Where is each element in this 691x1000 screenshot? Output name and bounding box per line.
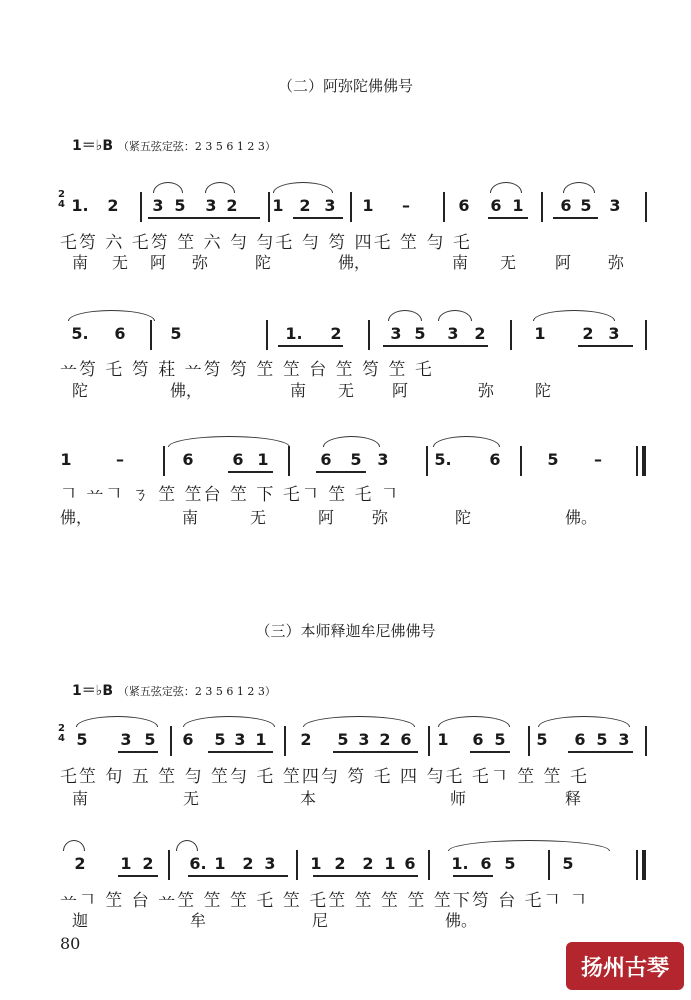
note: 6 xyxy=(320,450,332,469)
staff-line xyxy=(58,848,648,888)
note: 3 xyxy=(609,196,621,215)
note: 5 xyxy=(547,450,559,469)
barline xyxy=(426,446,428,476)
jianzipu-row: 䒑𠃍 笁 台 䒑笁 笁 笁 乇 笁 乇笁 笁 笁 笁 笁下笉 台 乇𠃍 𠃍 xyxy=(60,891,590,911)
note: 5 xyxy=(170,324,182,343)
barline xyxy=(645,320,647,350)
note: 3 xyxy=(324,196,336,215)
beam xyxy=(333,751,418,753)
barline xyxy=(288,446,290,476)
lyric: 无 xyxy=(250,508,267,527)
tie xyxy=(63,840,85,851)
tie xyxy=(538,716,630,727)
time-signature: 2 4 xyxy=(58,723,65,744)
lyric: 南 xyxy=(72,253,89,272)
beam xyxy=(578,345,633,347)
lyric: 佛。 xyxy=(445,911,478,930)
note: 5 xyxy=(504,854,516,873)
tie xyxy=(168,436,290,447)
tie xyxy=(533,310,615,321)
lyric: 无 xyxy=(183,789,200,808)
note: 1 xyxy=(255,730,267,749)
barline xyxy=(528,726,530,756)
tuning-text: （紧五弦定弦：2 3 5 6 1 2 3） xyxy=(117,140,276,153)
barline xyxy=(428,850,430,880)
note: 3 xyxy=(447,324,459,343)
beam xyxy=(488,217,528,219)
note: 6 xyxy=(480,854,492,873)
lyric: 释 xyxy=(565,789,582,808)
lyric: 无 xyxy=(500,253,517,272)
note: 1. xyxy=(285,324,303,343)
barline xyxy=(296,850,298,880)
beam xyxy=(228,471,273,473)
section-title: （三）本师释迦牟尼佛佛号 xyxy=(255,622,436,640)
lyric: 南 xyxy=(290,381,307,400)
key-text: 1＝♭B xyxy=(72,138,114,154)
note: 3 xyxy=(377,450,389,469)
lyric: 弥 xyxy=(608,253,625,272)
lyric: 阿 xyxy=(150,253,167,272)
lyric: 牟 xyxy=(190,911,207,930)
barline xyxy=(428,726,430,756)
tie xyxy=(323,436,380,447)
note: 6 xyxy=(574,730,586,749)
note: 2 xyxy=(242,854,254,873)
note: 2 xyxy=(226,196,238,215)
barline xyxy=(443,192,445,222)
lyric: 佛， xyxy=(170,381,203,400)
beam xyxy=(148,217,260,219)
lyric: 南 xyxy=(182,508,199,527)
beam xyxy=(383,345,488,347)
lyric: 迦 xyxy=(72,911,89,930)
beam xyxy=(453,875,493,877)
note: 1 xyxy=(512,196,524,215)
note: 3 xyxy=(390,324,402,343)
note: 5 xyxy=(174,196,186,215)
tie xyxy=(438,310,472,321)
key-signature xyxy=(72,135,276,155)
note: 1 xyxy=(257,450,269,469)
tie xyxy=(490,182,522,193)
lyric: 陀 xyxy=(535,381,552,400)
tie xyxy=(438,716,510,727)
beam xyxy=(553,217,598,219)
lyric: 佛， xyxy=(60,508,93,527)
barline xyxy=(163,446,165,476)
beam xyxy=(208,751,273,753)
brand-logo: 扬州古琴 xyxy=(566,942,684,990)
barline xyxy=(150,320,152,350)
tuning-text: （紧五弦定弦：2 3 5 6 1 2 3） xyxy=(117,685,276,698)
note: 3 xyxy=(358,730,370,749)
note: 6 xyxy=(182,450,194,469)
note: 2 xyxy=(362,854,374,873)
tie xyxy=(303,716,415,727)
barline xyxy=(548,850,550,880)
tie xyxy=(273,182,333,193)
barline xyxy=(520,446,522,476)
lyric: 阿 xyxy=(392,381,409,400)
beam xyxy=(316,471,366,473)
end-barline xyxy=(642,446,646,476)
jianzipu-row: 乇笁 句 五 笁 勻 笁勻 乇 笁四勻 笉 乇 四 勻乇 乇𠃍 笁 笁 乇 xyxy=(60,767,590,787)
beam xyxy=(470,751,510,753)
lyric: 陀 xyxy=(455,508,472,527)
beam xyxy=(188,875,288,877)
tie xyxy=(153,182,183,193)
lyric: 佛。 xyxy=(565,508,598,527)
tie xyxy=(448,840,610,851)
note: 5 xyxy=(350,450,362,469)
beam xyxy=(568,751,633,753)
beam xyxy=(118,875,158,877)
note: 5 xyxy=(414,324,426,343)
beam xyxy=(293,217,343,219)
note: – xyxy=(116,450,124,469)
note: 5. xyxy=(434,450,452,469)
section-title: （二）阿弥陀佛佛号 xyxy=(277,77,413,95)
tie xyxy=(176,840,198,851)
note: 1 xyxy=(437,730,449,749)
note: 5 xyxy=(76,730,88,749)
lyric: 陀 xyxy=(72,381,89,400)
note: 6 xyxy=(560,196,572,215)
note: 3 xyxy=(608,324,620,343)
tie xyxy=(563,182,595,193)
lyric: 本 xyxy=(300,789,317,808)
note: 6 xyxy=(182,730,194,749)
note: 1 xyxy=(534,324,546,343)
lyric: 陀 xyxy=(255,253,272,272)
note: 1 xyxy=(310,854,322,873)
note: 1. xyxy=(71,196,89,215)
note: – xyxy=(594,450,602,469)
barline xyxy=(350,192,352,222)
beam xyxy=(278,345,343,347)
note: 3 xyxy=(234,730,246,749)
note: 3 xyxy=(264,854,276,873)
note: 6 xyxy=(490,196,502,215)
staff-line xyxy=(58,444,648,484)
note: 5 xyxy=(562,854,574,873)
note: – xyxy=(402,196,410,215)
lyric: 弥 xyxy=(478,381,495,400)
note: 6 xyxy=(458,196,470,215)
note: 3 xyxy=(120,730,132,749)
barline xyxy=(266,320,268,350)
lyric: 南 xyxy=(72,789,89,808)
note: 5 xyxy=(144,730,156,749)
note: 2 xyxy=(334,854,346,873)
lyric: 弥 xyxy=(192,253,209,272)
note: 1 xyxy=(362,196,374,215)
note: 2 xyxy=(142,854,154,873)
note: 3 xyxy=(618,730,630,749)
jianzipu-row: 𠃍 䒑𠃍 ㄋ 笁 笁台 笁 下 乇𠃍 笁 乇 𠃍 xyxy=(60,485,401,505)
staff-line xyxy=(58,724,648,764)
note: 2 xyxy=(582,324,594,343)
tie xyxy=(68,310,155,321)
note: 6 xyxy=(472,730,484,749)
lyric: 南 xyxy=(452,253,469,272)
jianzipu-row: 乇笉 六 乇笉 笁 六 勻 勻乇 勻 笉 四乇 笁 勻 乇 xyxy=(60,233,472,253)
note: 6 xyxy=(489,450,501,469)
barline xyxy=(140,192,142,222)
barline xyxy=(645,726,647,756)
tie xyxy=(205,182,235,193)
note: 1 xyxy=(214,854,226,873)
note: 2 xyxy=(299,196,311,215)
barline xyxy=(368,320,370,350)
barline xyxy=(541,192,543,222)
beam xyxy=(118,751,158,753)
lyric: 佛， xyxy=(338,253,371,272)
end-barline xyxy=(642,850,646,880)
note: 6 xyxy=(232,450,244,469)
barline xyxy=(168,850,170,880)
note: 2 xyxy=(379,730,391,749)
lyric: 尼 xyxy=(312,911,329,930)
lyric: 师 xyxy=(450,789,467,808)
tie xyxy=(433,436,500,447)
note: 3 xyxy=(205,196,217,215)
barline xyxy=(268,192,270,222)
page-number: 80 xyxy=(60,934,81,953)
note: 1. xyxy=(451,854,469,873)
note: 3 xyxy=(152,196,164,215)
note: 2 xyxy=(107,196,119,215)
lyric: 无 xyxy=(338,381,355,400)
note: 2 xyxy=(300,730,312,749)
note: 2 xyxy=(474,324,486,343)
note: 1 xyxy=(272,196,284,215)
note: 6. xyxy=(189,854,207,873)
key-signature xyxy=(72,680,276,700)
time-signature: 2 4 xyxy=(58,189,65,210)
note: 5 xyxy=(337,730,349,749)
jianzipu-row: 䒑笉 乇 笉 荰 䒑笉 笉 笁 笁 台 笁 笉 笁 乇 xyxy=(60,360,434,380)
note: 5 xyxy=(596,730,608,749)
tie xyxy=(388,310,422,321)
barline xyxy=(510,320,512,350)
lyric: 阿 xyxy=(318,508,335,527)
note: 5 xyxy=(494,730,506,749)
note: 5. xyxy=(71,324,89,343)
barline xyxy=(170,726,172,756)
note: 1 xyxy=(60,450,72,469)
note: 2 xyxy=(74,854,86,873)
note: 1 xyxy=(384,854,396,873)
barline xyxy=(636,446,638,476)
note: 5 xyxy=(536,730,548,749)
tie xyxy=(76,716,158,727)
barline xyxy=(636,850,638,880)
barline xyxy=(284,726,286,756)
staff-line xyxy=(58,190,648,230)
staff-line xyxy=(58,318,648,358)
key-text: 1＝♭B xyxy=(72,683,114,699)
note: 5 xyxy=(214,730,226,749)
note: 2 xyxy=(330,324,342,343)
beam xyxy=(313,875,418,877)
note: 5 xyxy=(580,196,592,215)
barline xyxy=(645,192,647,222)
tie xyxy=(183,716,275,727)
note: 6 xyxy=(114,324,126,343)
note: 6 xyxy=(404,854,416,873)
lyric: 阿 xyxy=(555,253,572,272)
lyric: 无 xyxy=(112,253,129,272)
note: 1 xyxy=(120,854,132,873)
note: 6 xyxy=(400,730,412,749)
lyric: 弥 xyxy=(372,508,389,527)
